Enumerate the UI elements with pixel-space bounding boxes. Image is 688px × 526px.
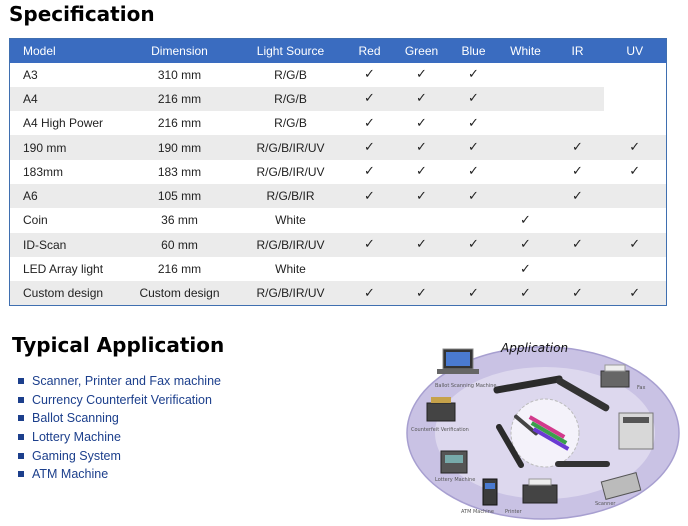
check-icon: ✓ (416, 140, 427, 156)
cell-blue (448, 281, 500, 305)
check-icon: ✓ (520, 261, 531, 277)
table-row (10, 63, 667, 87)
table-row (10, 111, 667, 135)
fax-icon (601, 365, 629, 387)
check-icon: ✓ (629, 237, 641, 253)
column-header: UV (604, 39, 667, 63)
cell-uv (604, 233, 667, 257)
cell-green (396, 160, 448, 184)
atm-icon (483, 479, 497, 505)
table-row (10, 233, 667, 257)
cell-light-source: White (275, 262, 306, 277)
square-bullet-icon (18, 471, 24, 477)
diagram-label-scanner: Scanner (595, 501, 616, 507)
cell-dimension: 190 mm (122, 135, 238, 159)
table-row (10, 257, 667, 281)
diagram-label-printer: Printer (505, 509, 522, 515)
diagram-label-fax: Fax (637, 385, 646, 391)
check-icon: ✓ (364, 115, 375, 131)
cell-model: A3 (23, 67, 38, 82)
check-icon: ✓ (520, 212, 531, 228)
diagram-label-atm: ATM Machine (461, 509, 494, 515)
cell-light-source: White (275, 213, 306, 228)
specification-title: Specification (9, 2, 155, 26)
check-icon: ✓ (468, 188, 479, 204)
check-icon: ✓ (416, 285, 427, 301)
check-icon: ✓ (468, 140, 479, 156)
cell-dimension: 183 mm (157, 164, 202, 179)
check-icon: ✓ (468, 115, 479, 131)
check-icon: ✓ (572, 164, 583, 180)
cell-blue (448, 184, 500, 208)
check-icon: ✓ (364, 67, 375, 83)
list-item-label: Gaming System (32, 448, 121, 463)
check-icon: ✓ (416, 188, 427, 204)
laptop-icon (437, 349, 479, 374)
cell-ir (552, 208, 604, 232)
cell-model: A4 High Power (23, 116, 104, 131)
cell-green (396, 135, 448, 159)
cell-blue (448, 135, 500, 159)
column-header: Model (10, 39, 122, 63)
check-icon: ✓ (416, 67, 427, 83)
check-icon: ✓ (468, 237, 479, 253)
list-item (18, 409, 221, 428)
table-header-row (10, 39, 667, 63)
cell-white (500, 257, 552, 281)
check-icon: ✓ (572, 188, 583, 204)
cell-blue (448, 257, 500, 281)
check-icon: ✓ (468, 285, 479, 301)
cell-model: 183mm (23, 164, 64, 179)
table-body (10, 63, 667, 306)
cell-green (396, 63, 448, 87)
column-header: Light Source (238, 39, 344, 63)
application-list (18, 372, 221, 484)
table-row (10, 160, 667, 184)
check-icon: ✓ (629, 140, 641, 156)
cell-ir (552, 233, 604, 257)
cell-blue (448, 160, 500, 184)
cell-red (344, 208, 396, 232)
cell-model: A4 (10, 87, 122, 111)
cell-dimension: 310 mm (157, 67, 202, 82)
list-item (18, 428, 221, 447)
cell-dimension: 216 mm (157, 116, 202, 131)
currency-counter-icon (427, 397, 455, 421)
check-icon: ✓ (364, 188, 375, 204)
column-header: Red (344, 39, 396, 63)
cell-uv (604, 135, 667, 159)
cell-red (344, 160, 396, 184)
cell-white (500, 233, 552, 257)
cell-dimension: 60 mm (122, 233, 238, 257)
cell-light-source: R/G/B/IR/UV (238, 135, 344, 159)
check-icon: ✓ (416, 237, 427, 253)
cell-ir (552, 63, 604, 87)
diagram-label-counterfeit: Counterfeit Verification (411, 427, 469, 433)
cell-green (396, 281, 448, 305)
square-bullet-icon (18, 397, 24, 403)
cell-ir (552, 281, 604, 305)
cell-white (500, 135, 552, 159)
typical-application-title: Typical Application (12, 333, 225, 357)
cell-green (396, 87, 448, 111)
cell-light-source: R/G/B/IR/UV (256, 164, 325, 179)
cell-light-source: R/G/B (274, 67, 307, 82)
check-icon: ✓ (629, 164, 641, 180)
check-icon: ✓ (364, 91, 375, 107)
column-header: Blue (448, 39, 500, 63)
cell-green (396, 233, 448, 257)
cell-green (396, 111, 448, 135)
column-header: Green (396, 39, 448, 63)
cell-model: Coin (23, 213, 48, 228)
cell-blue (448, 63, 500, 87)
check-icon: ✓ (364, 237, 375, 253)
check-icon: ✓ (629, 285, 641, 301)
check-icon: ✓ (468, 91, 479, 107)
cell-light-source: R/G/B/IR/UV (238, 281, 344, 305)
list-item-label: ATM Machine (32, 467, 109, 482)
check-icon: ✓ (416, 91, 427, 107)
list-item-label: Ballot Scanning (32, 411, 119, 426)
cell-ir (552, 135, 604, 159)
cell-white (500, 160, 552, 184)
check-icon: ✓ (572, 140, 583, 156)
column-header: White (500, 39, 552, 63)
list-item (18, 391, 221, 410)
application-diagram (405, 333, 682, 521)
cell-ir (552, 184, 604, 208)
cell-dimension: 36 mm (161, 213, 198, 228)
diagram-title: Application (501, 341, 569, 355)
cell-white (500, 184, 552, 208)
cell-white (500, 281, 552, 305)
check-icon: ✓ (572, 285, 583, 301)
cell-uv (604, 63, 667, 87)
copier-icon (619, 413, 653, 449)
cell-red (344, 87, 396, 111)
square-bullet-icon (18, 415, 24, 421)
cell-ir (552, 87, 604, 111)
cell-blue (448, 233, 500, 257)
cell-dimension: 216 mm (157, 262, 202, 277)
table-row (10, 135, 667, 159)
cell-light-source: R/G/B (238, 87, 344, 111)
cell-red (344, 63, 396, 87)
cell-model: 190 mm (10, 135, 122, 159)
table-row (10, 281, 667, 305)
cell-ir (552, 257, 604, 281)
check-icon: ✓ (364, 164, 375, 180)
cell-uv (604, 184, 667, 208)
cell-light-source: R/G/B/IR/UV (238, 233, 344, 257)
cell-green (396, 257, 448, 281)
cell-red (344, 135, 396, 159)
cell-white (500, 87, 552, 111)
cell-dimension: 216 mm (122, 87, 238, 111)
cell-green (396, 184, 448, 208)
diagram-label-ballot: Ballot Scanning Machine (435, 383, 497, 389)
check-icon: ✓ (416, 115, 427, 131)
cell-uv (604, 160, 667, 184)
square-bullet-icon (18, 453, 24, 459)
check-icon: ✓ (364, 285, 375, 301)
cell-dimension: 105 mm (122, 184, 238, 208)
cell-red (344, 184, 396, 208)
cell-model: ID-Scan (10, 233, 122, 257)
cell-red (344, 257, 396, 281)
table-row (10, 208, 667, 232)
column-header: Dimension (122, 39, 238, 63)
cell-ir (552, 160, 604, 184)
cell-red (344, 281, 396, 305)
square-bullet-icon (18, 378, 24, 384)
cell-ir (552, 111, 604, 135)
check-icon: ✓ (468, 164, 479, 180)
cell-uv (604, 281, 667, 305)
cell-model: Custom design (10, 281, 122, 305)
cell-red (344, 233, 396, 257)
cell-blue (448, 208, 500, 232)
cell-dimension: Custom design (122, 281, 238, 305)
cell-white (500, 208, 552, 232)
column-header: IR (552, 39, 604, 63)
cell-blue (448, 111, 500, 135)
list-item-label: Scanner, Printer and Fax machine (32, 374, 221, 389)
list-item-label: Currency Counterfeit Verification (32, 392, 212, 407)
cell-light-source: R/G/B (274, 116, 307, 131)
check-icon: ✓ (520, 237, 531, 253)
check-icon: ✓ (520, 285, 531, 301)
list-item (18, 446, 221, 465)
list-item-label: Lottery Machine (32, 430, 121, 445)
check-icon: ✓ (468, 67, 479, 83)
table-row (10, 184, 667, 208)
diagram-label-lottery: Lottery Machine (435, 477, 476, 483)
cell-uv (604, 87, 667, 111)
cell-uv (604, 257, 667, 281)
specification-table (9, 38, 667, 306)
list-item (18, 372, 221, 391)
cell-blue (448, 87, 500, 111)
cell-uv (604, 111, 667, 135)
cell-red (344, 111, 396, 135)
cell-green (396, 208, 448, 232)
table-row (10, 87, 667, 111)
cell-model: A6 (10, 184, 122, 208)
check-icon: ✓ (416, 164, 427, 180)
cell-white (500, 111, 552, 135)
square-bullet-icon (18, 434, 24, 440)
lottery-machine-icon (441, 451, 467, 473)
cell-uv (604, 208, 667, 232)
cell-white (500, 63, 552, 87)
cell-model: LED Array light (23, 262, 104, 277)
check-icon: ✓ (364, 140, 375, 156)
list-item (18, 465, 221, 484)
check-icon: ✓ (572, 237, 583, 253)
cell-light-source: R/G/B/IR (238, 184, 344, 208)
